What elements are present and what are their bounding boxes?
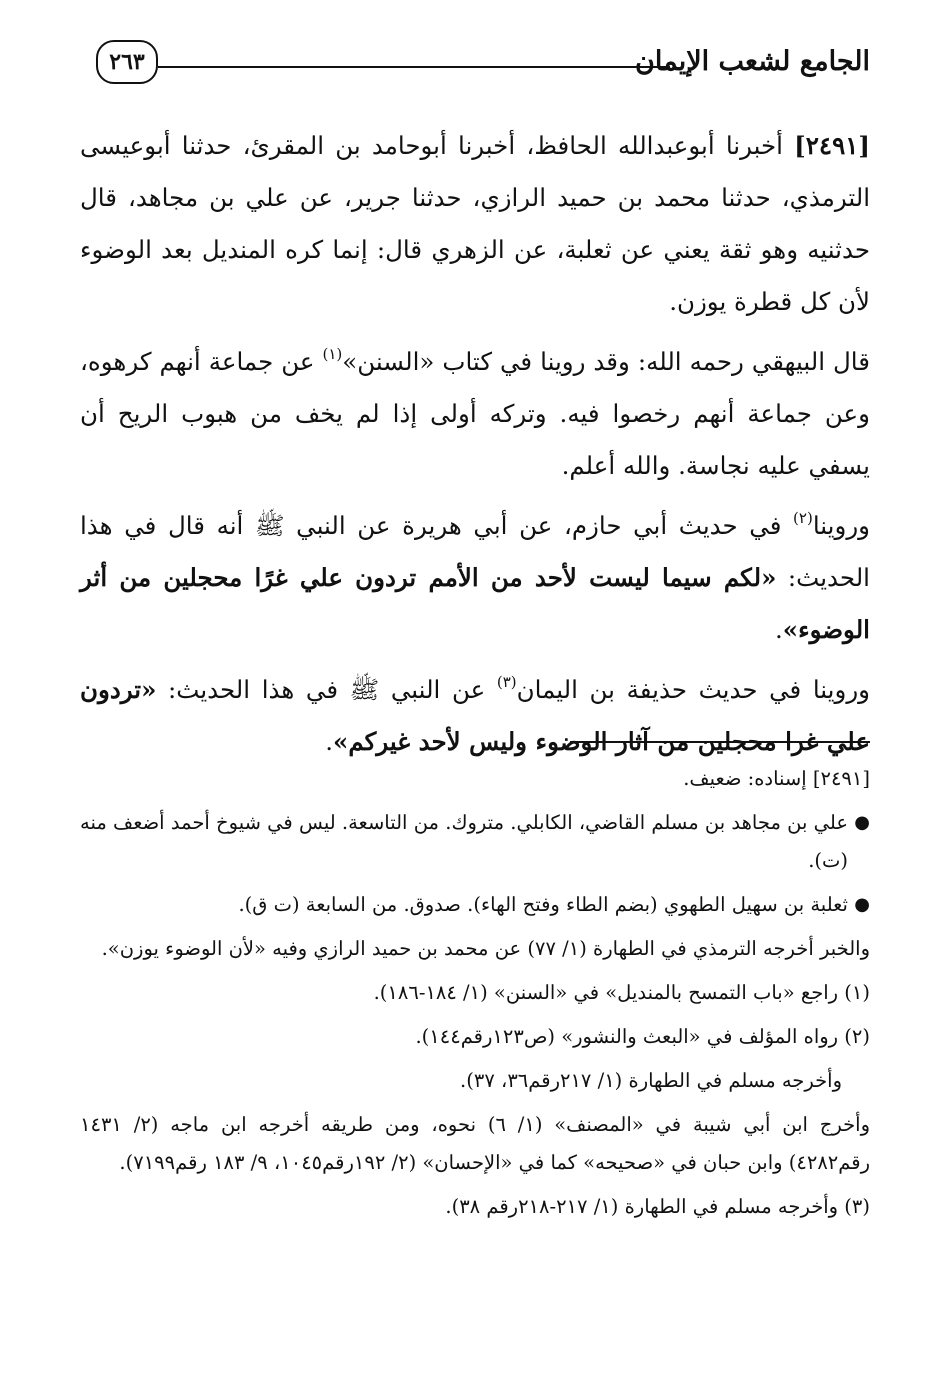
narrator-note xyxy=(80,886,870,924)
paragraph-text: . xyxy=(774,615,783,644)
abu-hurayra-paragraph xyxy=(80,500,870,656)
hadith-quote: «لكم سيما ليست لأحد من الأمم تردون علي غرًا محجلين من أثر الوضوء» xyxy=(80,563,870,644)
narrator-text: علي بن مجاهد بن مسلم القاضي، الكابلي. متروك. من التاسعة. ليس في شيوخ أحمد أضعف منه (ت). xyxy=(80,811,848,872)
footnote-2-continuation: وأخرجه مسلم في الطهارة (١/ ٢١٧رقم٣٦، ٣٧). xyxy=(460,1069,842,1092)
hudhayfa-paragraph xyxy=(80,664,870,768)
paragraph-text: . xyxy=(325,727,334,756)
hadith-quote: «تردون علي غرا محجلين من آثار الوضوء وليس لأحد غيركم» xyxy=(80,675,870,756)
footnote-ref: (٢) xyxy=(793,509,813,527)
footnote-2-continuation: وأخرج ابن أبي شيبة في «المصنف» (١/ ٦) نحوه، ومن طريقه أخرجه ابن ماجه (٢/ ١٤٣١ رقم٤٢٨٢) وابن حبان في «صحيحه» كما في «الإحسان» (٢/ ١٩٢رقم١٠٤٥، ٩/ ١٨٣ رقم٧١٩٩). xyxy=(80,1113,870,1174)
paragraph-text: وروينا في حديث حذيفة بن اليمان xyxy=(516,675,870,704)
narrator-text: ثعلبة بن سهيل الطهوي (بضم الطاء وفتح الهاء). صدوق. من السابعة (ت ق). xyxy=(238,893,848,916)
bayhaqi-paragraph xyxy=(80,336,870,492)
isnad-label: [٢٤٩١] إسناده: ضعيف. xyxy=(683,767,870,790)
paragraph-text: عن جماعة أنهم كرهوه، وعن جماعة أنهم رخصوا فيه. وتركه أولى إذا لم يخف من هبوب الريح أن يسفي عليه نجاسة. والله أعلم. xyxy=(80,347,870,480)
footnote-2: (٢) رواه المؤلف في «البعث والنشور» (ص١٢٣رقم١٤٤). xyxy=(415,1025,870,1048)
narrator-note xyxy=(80,804,870,880)
takhrij-note: والخبر أخرجه الترمذي في الطهارة (١/ ٧٧) عن محمد بن حميد الرازي وفيه «لأن الوضوء يوزن». xyxy=(101,937,870,960)
paragraph-text: وروينا xyxy=(812,511,870,540)
footnote-ref: (١) xyxy=(322,345,343,363)
hadith-number: [٢٤٩١] xyxy=(794,131,870,160)
header-rule xyxy=(158,66,670,68)
running-header xyxy=(96,40,870,100)
paragraph-text: في حديث أبي حازم، عن أبي هريرة عن النبي ﷺ أنه قال في هذا الحديث: xyxy=(80,511,870,592)
paragraph-text: عن النبي ﷺ في هذا الحديث: xyxy=(156,675,497,704)
book-title: الجامع لشعب الإيمان xyxy=(635,46,870,77)
footnotes xyxy=(80,760,870,1232)
paragraph-text: قال البيهقي رحمه الله: وقد روينا في كتاب «السنن» xyxy=(342,347,870,376)
page-number: ٢٦٣ xyxy=(96,40,158,84)
footnote-ref: (٣) xyxy=(496,673,517,691)
bullet-icon: ● xyxy=(854,812,870,833)
hadith-text: أخبرنا أبوعبدالله الحافظ، أخبرنا أبوحامد بن المقرئ، حدثنا أبوعيسى الترمذي، حدثنا محمد بن حميد الرازي، حدثنا جرير، عن علي بن مجاهد، قال حدثنيه وهو ثقة يعني عن ثعلبة، عن الزهري قال: إنما كره المنديل بعد الوضوء لأن كل قطرة يوزن. xyxy=(80,131,870,316)
main-text xyxy=(80,120,870,776)
footnote-3: (٣) وأخرجه مسلم في الطهارة (١/ ٢١٧-٢١٨رقم ٣٨). xyxy=(445,1195,870,1218)
bullet-icon: ● xyxy=(854,894,870,915)
footnote-separator xyxy=(570,741,870,743)
footnote-1: (١) راجع «باب التمسح بالمنديل» في «السنن» (١/ ١٨٤-١٨٦). xyxy=(373,981,870,1004)
hadith-paragraph xyxy=(80,120,870,328)
